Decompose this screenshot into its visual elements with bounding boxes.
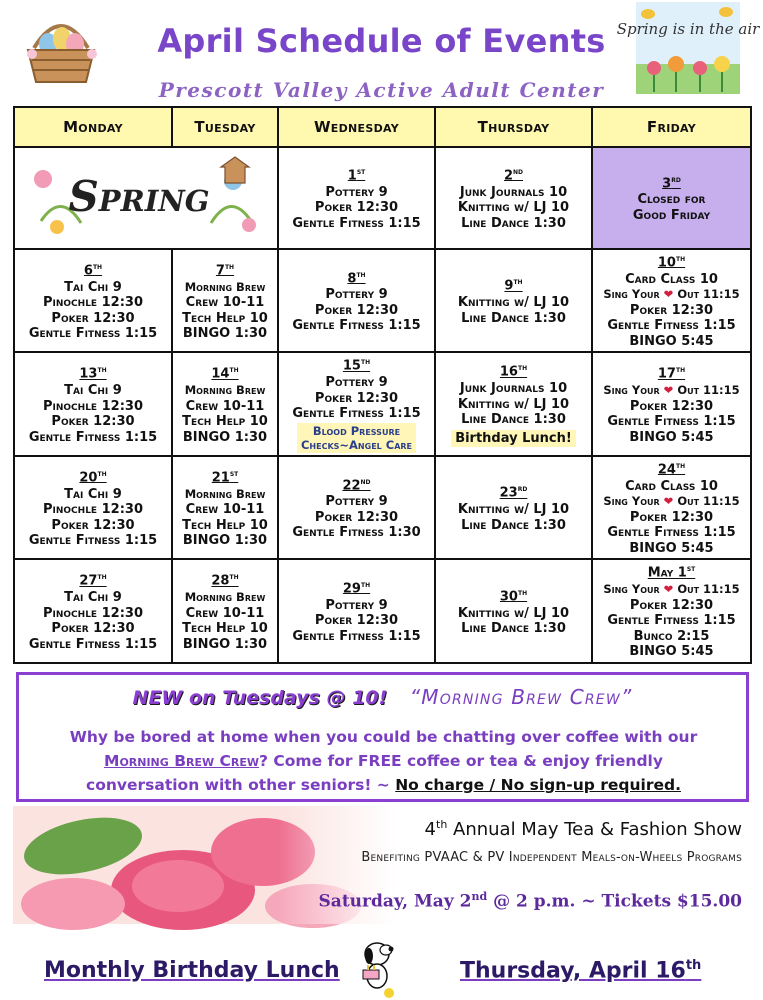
day-number: 22nd <box>342 476 371 493</box>
day-cell-mon <box>14 559 172 662</box>
event-item: Good Friday <box>632 207 711 223</box>
day-cell-wed <box>278 249 435 352</box>
event-item: BINGO 5:45 <box>629 644 714 660</box>
calendar-week-row <box>14 352 751 456</box>
birthday-lunch-date: Thursday, April 16th <box>460 958 702 984</box>
blood-pressure-note: Blood Pressure Checks~Angel Care <box>297 423 416 453</box>
event-item: Gentle Fitness 1:15 <box>28 533 158 549</box>
day-number: 7th <box>215 261 235 279</box>
event-item: Tech Help 10 <box>182 621 268 637</box>
event-item: Pinochle 12:30 <box>43 398 143 414</box>
day-cell-fri <box>592 352 751 456</box>
day-number: 14th <box>211 365 239 382</box>
event-item: Crew 10-11 <box>185 605 265 621</box>
event-sing-your-heart-out: Sing Your ❤ Out 11:15 <box>603 383 740 398</box>
banner-description: Why be bored at home when you could be chatting over coffee with our Morning Brew Crew? Come for FREE coffee or tea & enjoy friendly conversation with other seniors! ~ No charge / No sign-up required. <box>69 728 698 794</box>
day-number: 21st <box>211 468 239 486</box>
spring-banner-image <box>21 151 271 241</box>
event-item: BINGO 1:30 <box>182 429 268 445</box>
event-item: Gentle Fitness 1:15 <box>292 406 421 422</box>
day-number: 20th <box>79 468 107 486</box>
snoopy-cake-icon <box>355 938 401 998</box>
event-item: Junk Journals 10 <box>459 381 568 397</box>
event-item: Line Dance 1:30 <box>461 310 566 326</box>
event-item: Pottery 9 <box>325 597 388 613</box>
event-sing-your-heart-out: Sing Your ❤ Out 11:15 <box>603 582 740 597</box>
event-item: Poker 12:30 <box>314 200 399 216</box>
event-item: Knitting w/ LJ 10 <box>457 295 570 311</box>
day-cell-thu <box>435 249 592 352</box>
event-item: BINGO 1:30 <box>182 326 268 342</box>
event-item: Poker 12:30 <box>314 509 399 525</box>
day-cell-thu <box>435 147 592 249</box>
day-cell-wed <box>278 559 435 662</box>
event-item: BINGO 1:30 <box>182 533 268 549</box>
day-number: 9th <box>504 277 523 294</box>
event-item: Poker 12:30 <box>314 613 399 629</box>
event-item: Gentle Fitness 1:15 <box>607 318 736 334</box>
day-number: 15th <box>342 357 371 374</box>
day-number: 29th <box>342 579 371 597</box>
day-number: 30th <box>499 587 528 605</box>
day-number: 23rd <box>499 484 528 501</box>
morning-brew-link: Morning Brew Crew <box>104 752 260 770</box>
event-item: Gentle Fitness 1:15 <box>28 636 158 652</box>
day-number: 8th <box>347 269 366 286</box>
calendar-week-row <box>14 456 751 559</box>
day-number: 1st <box>347 166 366 184</box>
calendar-table <box>13 106 752 664</box>
event-item: Crew 10-11 <box>185 295 265 311</box>
event-item: Gentle Fitness 1:15 <box>607 414 736 430</box>
day-cell-tue <box>172 352 278 456</box>
event-item: Tech Help 10 <box>182 310 268 326</box>
event-item: BINGO 5:45 <box>629 540 714 556</box>
day-number: 13th <box>79 365 107 382</box>
tea-fashion-show-title: 4th Annual May Tea & Fashion Show <box>424 818 742 840</box>
morning-brew-title: “Morning Brew Crew” <box>409 685 633 709</box>
heart-icon: ❤ <box>659 383 678 398</box>
event-item: Knitting w/ LJ 10 <box>457 396 570 412</box>
day-cell-tue <box>172 559 278 662</box>
day-cell-mon <box>14 352 172 456</box>
event-item: Poker 12:30 <box>314 390 399 406</box>
page-subtitle: Prescott Valley Active Adult Center <box>158 78 605 102</box>
event-item: Morning Brew <box>184 590 266 605</box>
calendar-week-row <box>14 559 751 662</box>
day-cell-tue <box>172 456 278 559</box>
event-item: BINGO 5:45 <box>629 333 714 349</box>
event-item: BINGO 1:30 <box>182 636 268 652</box>
event-item: Line Dance 1:30 <box>461 621 566 637</box>
tea-benefit-text: Benefiting PVAAC & PV Independent Meals-on-Wheels Programs <box>361 850 742 865</box>
day-number: 10th <box>657 254 686 271</box>
event-item: Pinochle 12:30 <box>43 295 143 311</box>
event-item: Bunco 2:15 <box>633 628 710 644</box>
calendar-header-row <box>14 107 751 147</box>
heart-icon: ❤ <box>659 582 678 597</box>
day-cell-fri <box>592 249 751 352</box>
event-item: Pottery 9 <box>325 287 388 303</box>
event-item: Poker 12:30 <box>629 597 714 613</box>
event-item: Pinochle 12:30 <box>43 605 143 621</box>
event-item: Gentle Fitness 1:15 <box>292 628 421 644</box>
day-cell-tue <box>172 249 278 352</box>
event-item: Morning Brew <box>184 383 266 398</box>
event-item: Line Dance 1:30 <box>461 215 566 231</box>
easter-basket-icon <box>20 8 102 86</box>
day-number: 17th <box>657 365 686 382</box>
day-cell-thu <box>435 559 592 662</box>
event-item: Tai Chi 9 <box>64 486 122 502</box>
calendar-week-row <box>14 249 751 352</box>
heart-icon: ❤ <box>659 287 678 302</box>
day-number: May 1st <box>647 564 696 581</box>
event-item: Tai Chi 9 <box>64 590 122 606</box>
day-number: 6th <box>83 261 103 279</box>
day-cell-mon <box>14 249 172 352</box>
page-title: April Schedule of Events <box>157 22 606 60</box>
event-item: Knitting w/ LJ 10 <box>457 605 570 621</box>
monthly-birthday-lunch-label: Monthly Birthday Lunch <box>44 958 340 983</box>
header-wednesday: Wednesday <box>278 107 435 147</box>
event-sing-your-heart-out: Sing Your ❤ Out 11:15 <box>603 494 740 509</box>
event-item: Poker 12:30 <box>629 398 714 414</box>
event-item: Morning Brew <box>184 279 266 294</box>
event-item: Knitting w/ LJ 10 <box>457 502 570 518</box>
event-item: Junk Journals 10 <box>459 184 568 200</box>
spring-flowers-image <box>616 2 760 94</box>
event-item: Knitting w/ LJ 10 <box>457 200 570 216</box>
event-item: Pottery 9 <box>325 184 388 200</box>
event-item: Tech Help 10 <box>182 414 268 430</box>
day-cell-fri <box>592 147 751 249</box>
event-item: Poker 12:30 <box>629 302 714 318</box>
morning-brew-banner <box>16 672 749 802</box>
event-item: Poker 12:30 <box>314 302 399 318</box>
event-item: Gentle Fitness 1:15 <box>292 215 421 231</box>
day-cell-thu <box>435 352 592 456</box>
day-cell-fri <box>592 559 751 662</box>
day-number: 24th <box>657 461 686 478</box>
event-item: Gentle Fitness 1:30 <box>292 525 421 541</box>
event-item: BINGO 5:45 <box>629 429 714 445</box>
event-item: Tai Chi 9 <box>64 279 122 295</box>
event-item: Pottery 9 <box>325 494 388 510</box>
svg-text:Spring: Spring <box>68 171 210 221</box>
event-item: Gentle Fitness 1:15 <box>607 613 736 629</box>
svg-text:Spring is in the air: Spring is in the air <box>616 20 760 38</box>
new-on-tuesdays-label: NEW on Tuesdays @ 10! <box>132 687 388 709</box>
event-item: Poker 12:30 <box>629 509 714 525</box>
event-item: Crew 10-11 <box>185 502 265 518</box>
event-item: Poker 12:30 <box>51 517 135 533</box>
day-number: 2nd <box>503 166 524 184</box>
day-cell-wed <box>278 352 435 456</box>
event-item: Gentle Fitness 1:15 <box>28 326 158 342</box>
day-number: 3rd <box>662 174 681 191</box>
event-item: Poker 12:30 <box>51 310 135 326</box>
event-item: Poker 12:30 <box>51 621 135 637</box>
may-tea-section <box>13 806 750 924</box>
header-tuesday: Tuesday <box>172 107 278 147</box>
event-item: Morning Brew <box>184 486 266 501</box>
event-item: Gentle Fitness 1:15 <box>607 525 736 541</box>
heart-icon: ❤ <box>659 494 678 509</box>
birthday-lunch-note: Birthday Lunch! <box>451 430 576 448</box>
event-item: Pottery 9 <box>325 375 388 391</box>
calendar-week-row <box>14 147 751 249</box>
event-item: Card Class 10 <box>625 478 718 494</box>
header <box>0 0 763 110</box>
day-cell-mon <box>14 456 172 559</box>
event-item: Line Dance 1:30 <box>461 517 566 533</box>
header-monday: Monday <box>14 107 172 147</box>
event-item: Gentle Fitness 1:15 <box>292 318 421 334</box>
event-item: Gentle Fitness 1:15 <box>28 429 158 445</box>
event-item: Tai Chi 9 <box>64 383 122 399</box>
event-item: Poker 12:30 <box>51 414 135 430</box>
day-cell-wed <box>278 456 435 559</box>
no-charge-note: No charge / No sign-up required. <box>395 776 681 794</box>
spring-art-cell <box>14 147 278 249</box>
event-item: Closed for <box>637 192 706 208</box>
tea-date-tickets: Saturday, May 2nd @ 2 p.m. ~ Tickets $15.00 <box>318 890 742 912</box>
day-number: 28th <box>211 572 239 589</box>
day-cell-wed <box>278 147 435 249</box>
event-item: Line Dance 1:30 <box>461 412 566 428</box>
day-cell-thu <box>435 456 592 559</box>
birthday-lunch-footer <box>0 930 763 1000</box>
event-item: Tech Help 10 <box>182 517 268 533</box>
header-thursday: Thursday <box>435 107 592 147</box>
event-item: Pinochle 12:30 <box>43 502 143 518</box>
day-number: 16th <box>499 363 528 380</box>
day-number: 27th <box>79 572 107 589</box>
event-sing-your-heart-out: Sing Your ❤ Out 11:15 <box>603 287 740 302</box>
event-item: Card Class 10 <box>625 271 718 287</box>
header-friday: Friday <box>592 107 751 147</box>
day-cell-fri <box>592 456 751 559</box>
event-item: Crew 10-11 <box>185 398 265 414</box>
